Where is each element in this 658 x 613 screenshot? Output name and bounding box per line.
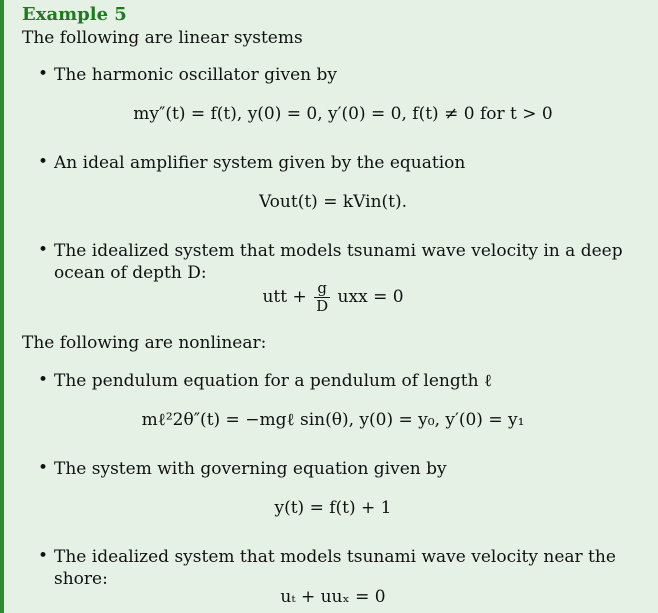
bullet: •: [38, 546, 49, 566]
linear-item-2-text: An ideal amplifier system given by the equation: [54, 153, 466, 173]
nonlinear-item-1-equation: mℓ²2θ″(t) = −mgℓ sin(θ), y(0) = y₀, y′(0) = y₁: [141, 410, 525, 430]
bullet: •: [38, 240, 49, 260]
linear-item-3-equation: [4, 280, 658, 315]
bullet: •: [38, 370, 49, 390]
equation-text: my″(t) = f(t), y(0) = 0, y′(0) = 0, f(t) ≠ 0 for t > 0: [133, 104, 553, 124]
fraction-numerator: g: [314, 280, 330, 298]
equation-lhs: utt +: [262, 287, 307, 307]
example-title: Example 5: [22, 4, 127, 25]
fraction: [314, 280, 330, 315]
fraction-denominator: D: [316, 297, 329, 315]
linear-intro: The following are linear systems: [22, 28, 303, 48]
linear-item-3-text: The idealized system that models tsunami wave velocity in a deep ocean of depth D:: [54, 241, 623, 283]
nonlinear-item-3-text: The idealized system that models tsunami wave velocity near the shore:: [54, 547, 616, 589]
linear-item-1-equation: [4, 104, 658, 124]
nonlinear-item-2-text: The system with governing equation given by: [54, 459, 447, 479]
linear-item-2-equation: Vout(t) = kVin(t).: [258, 192, 408, 212]
nonlinear-intro: The following are nonlinear:: [22, 333, 267, 353]
nonlinear-item-1-text: The pendulum equation for a pendulum of length ℓ: [54, 371, 493, 391]
bullet: •: [38, 458, 49, 478]
nonlinear-item-2-equation: y(t) = f(t) + 1: [274, 498, 392, 518]
linear-item-1-text: The harmonic oscillator given by: [54, 65, 337, 85]
bullet: •: [38, 64, 49, 84]
equation-rhs: uxx = 0: [337, 287, 404, 307]
bullet: •: [38, 152, 49, 172]
nonlinear-item-3-equation: uₜ + uuₓ = 0: [280, 587, 386, 607]
